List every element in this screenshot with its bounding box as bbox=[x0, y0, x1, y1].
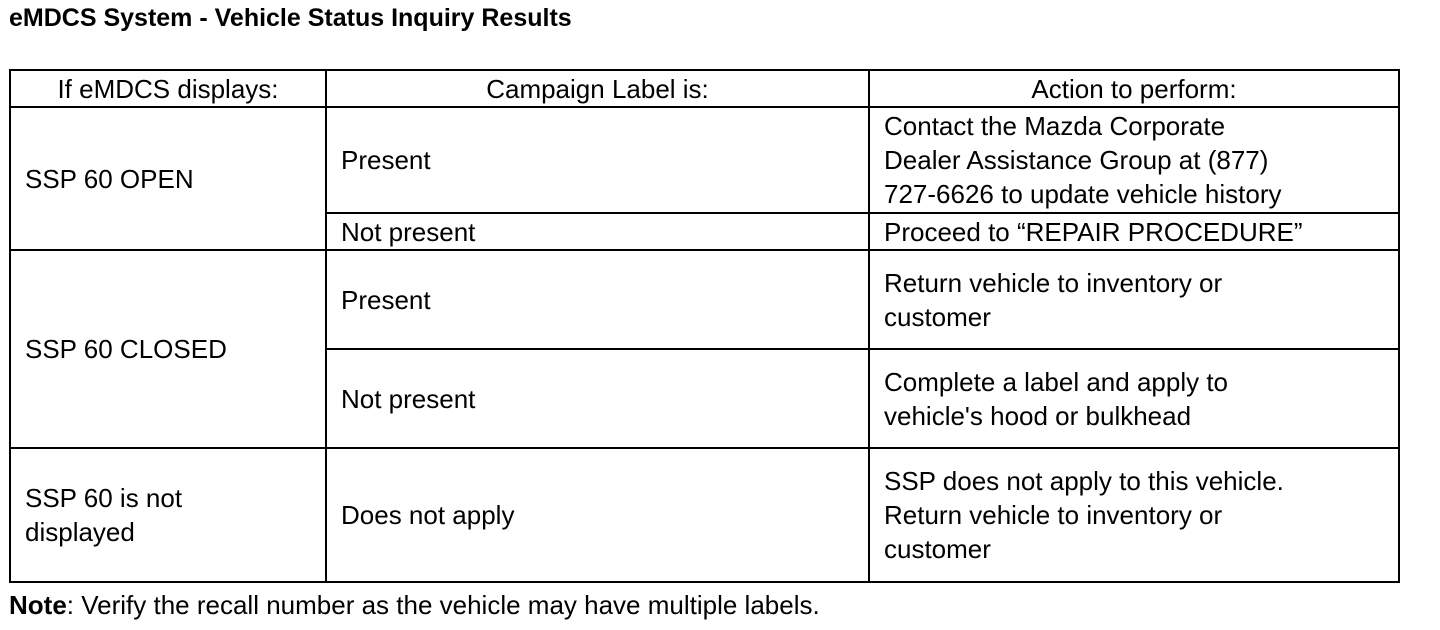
action-text: Return vehicle to inventory or bbox=[884, 500, 1223, 530]
table-row bbox=[10, 107, 1399, 213]
action-text: Complete a label and apply to bbox=[884, 366, 1229, 397]
display-text: SSP 60 OPEN bbox=[25, 163, 194, 194]
action-cell bbox=[869, 213, 1399, 250]
label-cell bbox=[326, 250, 869, 349]
display-text: displayed bbox=[25, 517, 135, 547]
action-cell bbox=[869, 349, 1399, 448]
action-text: 727-6626 to update vehicle history bbox=[884, 179, 1282, 209]
table-header-row bbox=[10, 70, 1399, 107]
footnote bbox=[9, 589, 820, 621]
note-label: Note bbox=[9, 590, 67, 620]
action-text: Proceed to “REPAIR PROCEDURE” bbox=[884, 216, 1303, 247]
label-cell bbox=[326, 213, 869, 250]
action-text: Contact the Mazda Corporate bbox=[884, 111, 1226, 141]
label-text: Present bbox=[341, 145, 431, 175]
action-text: Dealer Assistance Group at (877) bbox=[884, 145, 1269, 175]
action-text: customer bbox=[884, 301, 991, 332]
note-text: : Verify the recall number as the vehicle may have multiple labels. bbox=[66, 590, 820, 620]
display-text: SSP 60 is not bbox=[25, 483, 183, 513]
header-campaign-label: Campaign Label is: bbox=[326, 70, 869, 107]
label-text: Present bbox=[341, 284, 431, 315]
label-text: Not present bbox=[341, 383, 476, 414]
label-cell bbox=[326, 349, 869, 448]
action-cell bbox=[869, 250, 1399, 349]
vehicle-status-table bbox=[9, 69, 1400, 583]
display-text: SSP 60 CLOSED bbox=[25, 334, 227, 364]
table-row bbox=[10, 448, 1399, 582]
label-cell bbox=[326, 448, 869, 582]
display-cell-not-displayed bbox=[10, 448, 326, 582]
header-emdcs-displays: If eMDCS displays: bbox=[10, 70, 326, 107]
document-title: eMDCS System - Vehicle Status Inquiry Results bbox=[9, 4, 572, 32]
label-text: Not present bbox=[341, 216, 476, 247]
action-text: vehicle's hood or bulkhead bbox=[884, 400, 1192, 431]
label-text: Does not apply bbox=[341, 500, 515, 530]
display-cell-closed bbox=[10, 250, 326, 448]
action-cell bbox=[869, 107, 1399, 213]
display-cell-open bbox=[10, 107, 326, 250]
action-text: customer bbox=[884, 534, 991, 564]
action-text: Return vehicle to inventory or bbox=[884, 267, 1223, 298]
action-text: SSP does not apply to this vehicle. bbox=[884, 466, 1284, 496]
table-row bbox=[10, 250, 1399, 349]
header-action: Action to perform: bbox=[869, 70, 1399, 107]
label-cell bbox=[326, 107, 869, 213]
action-cell bbox=[869, 448, 1399, 582]
